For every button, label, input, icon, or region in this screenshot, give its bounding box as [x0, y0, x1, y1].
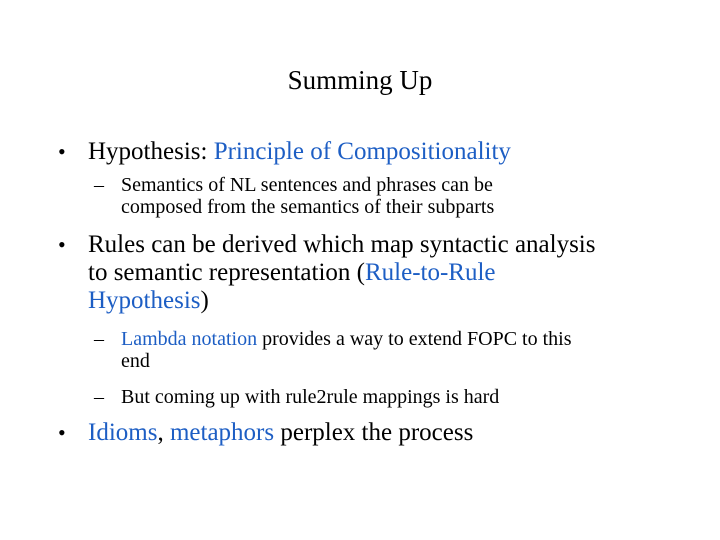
bullet-marker: •	[58, 420, 66, 445]
subbullet-line	[121, 328, 681, 350]
bullet-line	[88, 287, 688, 315]
bullet-text: to semantic representation (	[88, 259, 365, 286]
bullet-text: )	[200, 287, 209, 314]
bullet-rules	[58, 231, 688, 315]
subbullet-line: end	[121, 350, 150, 372]
subbullet-marker: –	[94, 328, 104, 350]
subbullet-marker: –	[94, 386, 104, 408]
bullet-hypothesis	[58, 138, 688, 166]
bullet-text: ,	[157, 419, 170, 446]
bullet-highlight: metaphors	[169, 419, 275, 446]
subbullet-semantics	[94, 174, 681, 218]
subbullet-text: provides a way to extend FOPC to this	[257, 328, 572, 350]
bullet-highlight: Principle of Compositionality	[213, 138, 511, 165]
slide-title: Summing Up	[287, 65, 433, 95]
subbullet-marker: –	[94, 174, 104, 196]
bullet-text: Hypothesis:	[88, 138, 214, 165]
bullet-highlight: Rule-to-Rule	[364, 259, 496, 286]
bullet-highlight: Hypothesis	[88, 287, 201, 314]
bullet-line: Rules can be derived which map syntactic analysis	[88, 231, 596, 258]
bullet-marker: •	[58, 139, 66, 164]
subbullet-line: composed from the semantics of their subparts	[121, 196, 495, 218]
bullet-idioms	[58, 419, 688, 447]
bullet-highlight: Idioms	[88, 419, 158, 446]
bullet-line	[88, 259, 688, 287]
bullet-marker: •	[58, 232, 66, 257]
subbullet-line: But coming up with rule2rule mappings is hard	[121, 386, 500, 408]
subbullet-rule2rule	[94, 386, 681, 408]
bullet-text: perplex the process	[274, 419, 474, 446]
subbullet-line: Semantics of NL sentences and phrases can be	[121, 174, 493, 196]
subbullet-lambda	[94, 328, 681, 372]
subbullet-highlight: Lambda notation	[121, 328, 258, 350]
